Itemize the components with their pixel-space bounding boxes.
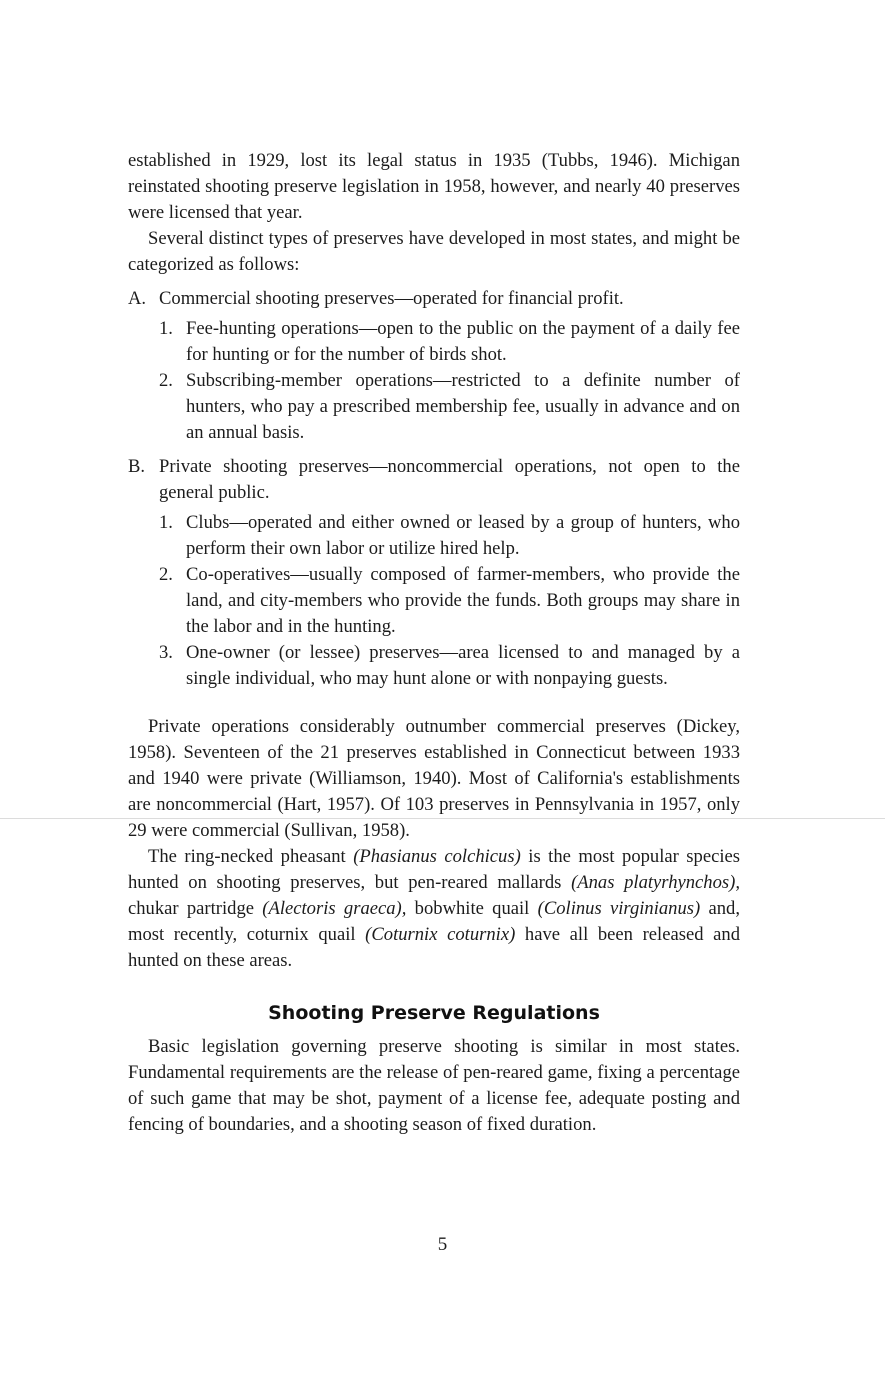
species-text: chukar partridge [128,898,263,919]
list-item [128,316,740,368]
regulations-paragraph: Basic legislation governing preserve shooting is similar in most states. Fundamental requirements are the release of pen-reared game, fixing a percentage of such game that may be shot, payment of a license fee, adequate posting and fencing of boundaries, and a shooting season of fixed duration. [128,1036,740,1135]
species-name: (Colinus virginianus) [537,898,701,919]
section-a-items [159,316,740,446]
list-item [128,510,740,562]
paragraph-gap [128,692,740,714]
body-text [128,148,740,1138]
section-b-items [159,510,740,692]
item-text: One-owner (or lessee) preserves—area licensed to and managed by a single individual, who may hunt alone or with nonpaying guests. [186,642,740,689]
list-item [128,640,740,692]
item-text: Fee-hunting operations—open to the public on the payment of a daily fee for hunting or for the number of birds shot. [186,318,740,365]
item-number: 2. [159,564,173,585]
item-text: Clubs—operated and either owned or leased by a group of hunters, who perform their own labor or utilize hired help. [186,512,740,559]
list-item [128,368,740,446]
species-text: have all been released and hunted on these areas. [128,924,741,971]
species-name: (Coturnix coturnix) [365,924,516,945]
species-text: is the most popular species hunted on shooting preserves, but pen-reared mallards [128,846,741,893]
item-number: 1. [159,512,173,533]
section-b [128,454,740,692]
section-b-text: Private shooting preserves—noncommercial operations, not open to the general public. [159,456,740,503]
item-text: Subscribing-member operations—restricted to a definite number of hunters, who pay a prescribed membership fee, usually in advance and on an annual basis. [186,370,740,443]
section-a-heading [128,286,740,312]
page-number: 5 [437,1234,448,1255]
section-b-letter: B. [128,456,146,477]
private-operations-paragraph: Private operations considerably outnumber commercial preserves (Dickey, 1958). Seventeen of the 21 preserves established in Connecticut between 1933 and 1940 were private (Williamson, 1940). Most of California's establishments are noncommercial (Hart, 1957). Of 103 preserves in Pennsylvania in 1957, only 29 were commercial (Sullivan, 1958). [128,716,740,841]
item-number: 1. [159,318,173,339]
list-item [128,562,740,640]
section-a-text: Commercial shooting preserves—operated for financial profit. [159,288,624,309]
intro-paragraph: established in 1929, lost its legal status in 1935 (Tubbs, 1946). Michigan reinstated shooting preserve legislation in 1958, however, and nearly 40 preserves were licensed that year. [128,150,740,223]
species-text: and, most recently, coturnix quail [128,898,741,945]
species-text: The ring-necked pheasant [148,846,354,867]
section-b-heading [128,454,740,506]
item-number: 2. [159,370,173,391]
section-a [128,286,740,446]
section-heading: Shooting Preserve Regulations [268,1002,600,1024]
species-name: (Phasianus colchicus) [353,846,521,867]
species-name: (Alectoris graeca), [262,898,407,919]
species-text: bobwhite quail [406,898,538,919]
types-paragraph: Several distinct types of preserves have developed in most states, and might be categorized as follows: [128,228,740,275]
item-text: Co-operatives—usually composed of farmer-members, who provide the land, and city-members who provide the funds. Both groups may share in the labor and in the hunting. [186,564,740,637]
species-name: (Anas platyrhynchos), [571,872,740,893]
section-a-letter: A. [128,288,147,309]
item-number: 3. [159,642,173,663]
species-paragraph [128,844,740,974]
